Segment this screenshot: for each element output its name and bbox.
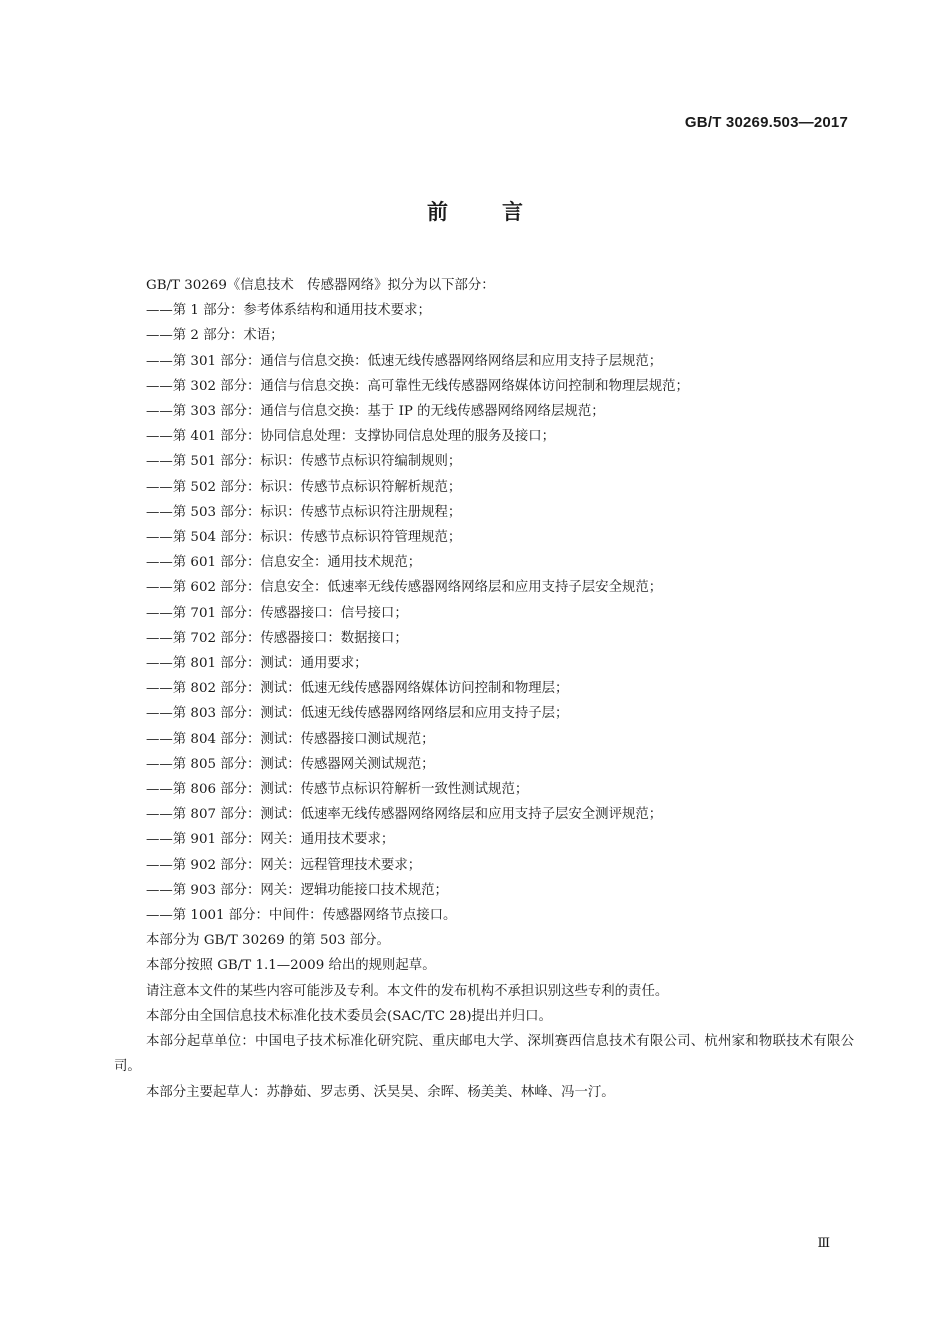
list-item: ——第 501 部分：标识：传感节点标识符编制规则；	[146, 454, 462, 470]
drafters-paragraph: 本部分主要起草人：苏静茹、罗志勇、沃昊昊、余晖、杨美美、林峰、冯一汀。	[146, 1084, 615, 1100]
list-item: ——第 807 部分：测试：低速率无线传感器网络网络层和应用支持子层安全测评规范；	[146, 807, 663, 823]
drafting-units-paragraph: 本部分起草单位：中国电子技术标准化研究院、重庆邮电大学、深圳赛西信息技术有限公司、杭州家和物联技术有限公司。	[114, 1034, 854, 1075]
list-item: ——第 701 部分：传感器接口：信号接口；	[146, 605, 408, 621]
list-item: ——第 503 部分：标识：传感节点标识符注册规程；	[146, 504, 462, 520]
list-item: ——第 803 部分：测试：低速无线传感器网络网络层和应用支持子层；	[146, 706, 569, 722]
standard-number: GB/T 30269.503—2017	[684, 114, 848, 131]
list-item: ——第 806 部分：测试：传感节点标识符解析一致性测试规范；	[146, 782, 529, 798]
list-item: ——第 303 部分：通信与信息交换：基于 IP 的无线传感器网络网络层规范；	[146, 404, 605, 420]
intro-paragraph: GB/T 30269《信息技术 传感器网络》拟分为以下部分：	[146, 278, 495, 293]
list-item: ——第 601 部分：信息安全：通用技术规范；	[146, 555, 422, 571]
list-item: ——第 702 部分：传感器接口：数据接口；	[146, 630, 408, 646]
parts-list	[114, 298, 854, 928]
proposed-by-paragraph: 本部分由全国信息技术标准化技术委员会(SAC/TC 28)提出并归口。	[146, 1008, 552, 1024]
patent-notice-paragraph: 请注意本文件的某些内容可能涉及专利。本文件的发布机构不承担识别这些专利的责任。	[146, 983, 669, 999]
list-item: ——第 504 部分：标识：传感节点标识符管理规范；	[146, 530, 462, 546]
list-item: ——第 804 部分：测试：传感器接口测试规范；	[146, 731, 435, 747]
part-of-paragraph: 本部分为 GB/T 30269 的第 503 部分。	[146, 933, 390, 949]
list-item: ——第 802 部分：测试：低速无线传感器网络媒体访问控制和物理层；	[146, 681, 569, 697]
list-item: ——第 1001 部分：中间件：传感器网络节点接口。	[146, 908, 457, 924]
list-item: ——第 401 部分：协同信息处理：支撑协同信息处理的服务及接口；	[146, 429, 556, 445]
page-number: Ⅲ	[817, 1236, 830, 1251]
list-item: ——第 301 部分：通信与信息交换：低速无线传感器网络网络层和应用支持子层规范；	[146, 353, 663, 369]
list-item: ——第 502 部分：标识：传感节点标识符解析规范；	[146, 479, 462, 495]
list-item: ——第 801 部分：测试：通用要求；	[146, 656, 368, 672]
list-item: ——第 805 部分：测试：传感器网关测试规范；	[146, 756, 435, 772]
list-item: ——第 1 部分：参考体系结构和通用技术要求；	[146, 303, 431, 319]
list-item: ——第 302 部分：通信与信息交换：高可靠性无线传感器网络媒体访问控制和物理层规范；	[146, 378, 689, 394]
list-item: ——第 2 部分：术语；	[146, 328, 284, 344]
list-item: ——第 902 部分：网关：远程管理技术要求；	[146, 857, 422, 873]
page-title: 前言	[427, 200, 577, 224]
list-item: ——第 901 部分：网关：通用技术要求；	[146, 832, 395, 848]
foreword-body	[114, 273, 854, 1105]
list-item: ——第 602 部分：信息安全：低速率无线传感器网络网络层和应用支持子层安全规范；	[146, 580, 663, 596]
drafting-rules-paragraph: 本部分按照 GB/T 1.1—2009 给出的规则起草。	[146, 958, 436, 974]
list-item: ——第 903 部分：网关：逻辑功能接口技术规范；	[146, 882, 448, 898]
